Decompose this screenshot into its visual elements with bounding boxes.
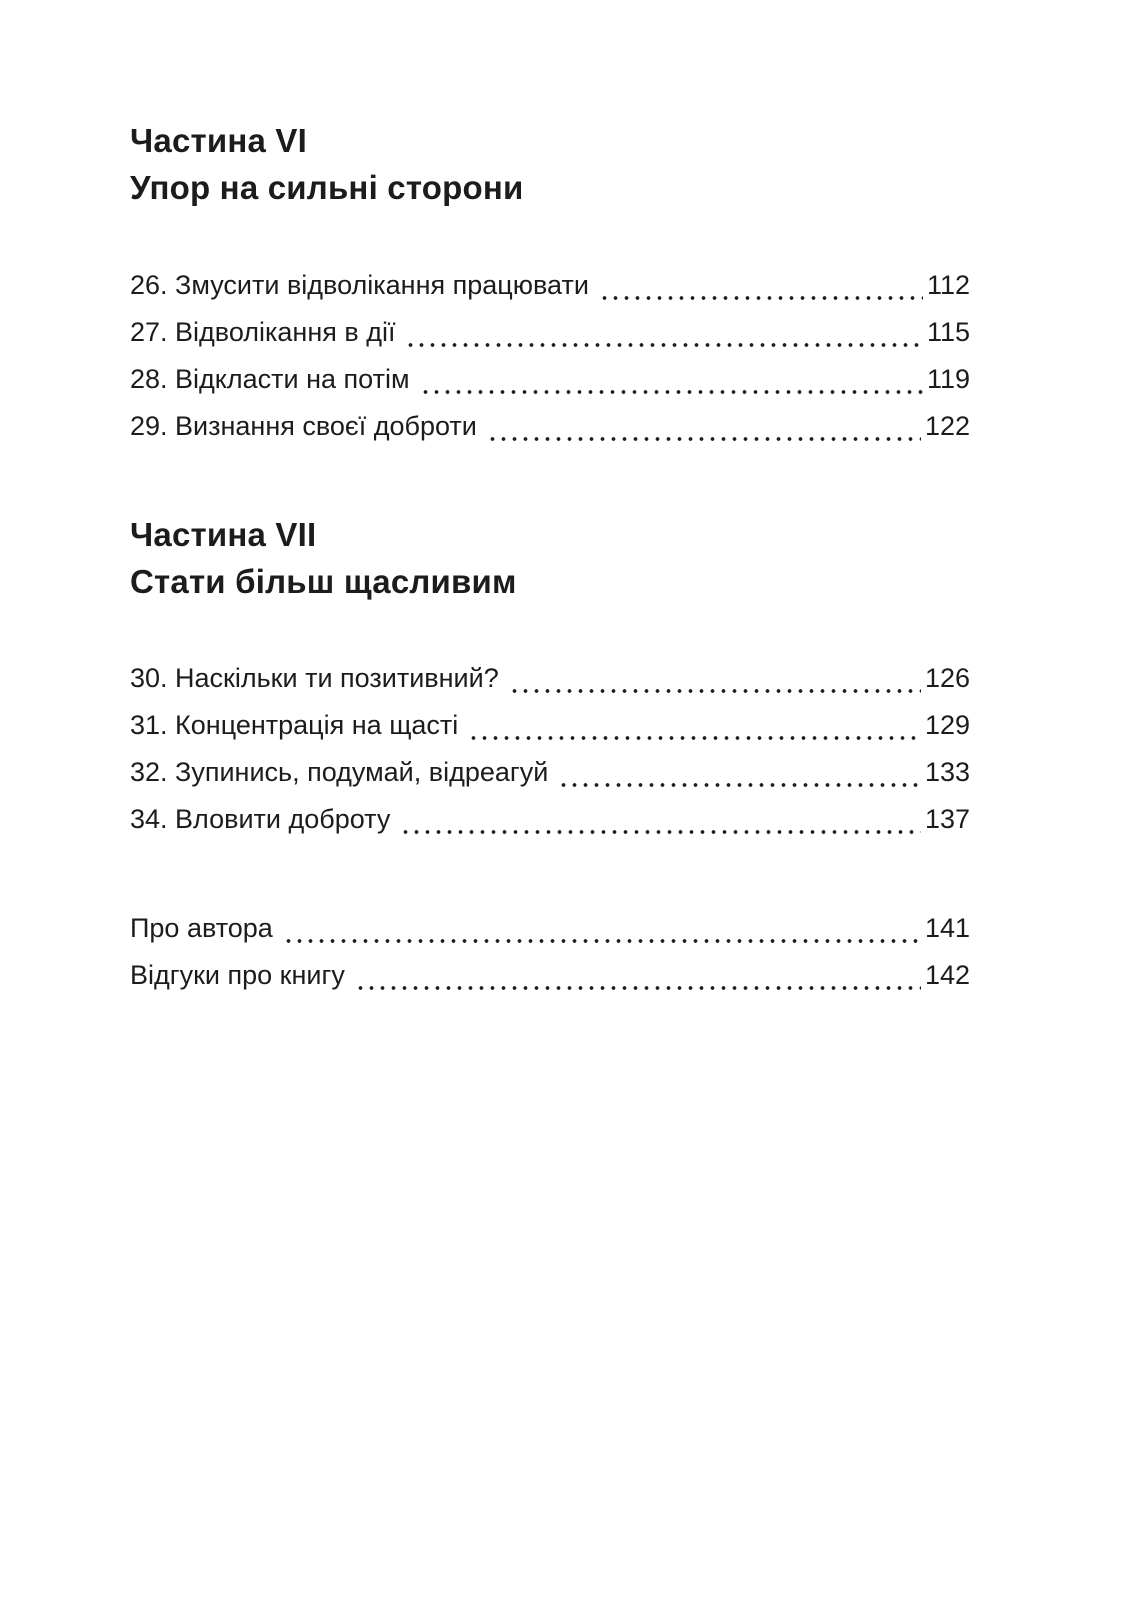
toc-entry bbox=[130, 655, 970, 702]
toc-entry bbox=[130, 702, 970, 749]
toc-leader-dots bbox=[273, 905, 925, 952]
toc-entry-page: 129 bbox=[924, 710, 970, 741]
toc-footer-list bbox=[130, 905, 970, 999]
section-heading-part-number: Частина VII bbox=[130, 515, 317, 553]
toc-entry bbox=[130, 905, 970, 952]
toc-list bbox=[130, 262, 970, 450]
toc-entry-page: 137 bbox=[924, 804, 970, 835]
toc-entry-page: 142 bbox=[924, 960, 970, 991]
toc-entry-label: 34. Вловити доброту bbox=[130, 804, 391, 835]
toc-entry-page: 122 bbox=[924, 410, 970, 441]
toc-leader-dots bbox=[477, 403, 925, 450]
toc-leader-dots bbox=[345, 952, 925, 999]
toc-entry-label: 27. Відволікання в дії bbox=[130, 316, 396, 347]
toc-leader-dots bbox=[458, 702, 925, 749]
toc-entry-label: 29. Визнання своєї доброти bbox=[130, 410, 477, 441]
toc-entry bbox=[130, 262, 970, 309]
section-heading-title: Стати більш щасливим bbox=[130, 562, 517, 600]
toc-entry-label: 26. Змусити відволікання працювати bbox=[130, 269, 589, 300]
section-heading-title: Упор на сильні сторони bbox=[130, 168, 524, 206]
section-heading bbox=[130, 512, 970, 606]
toc-entry-label: Про автора bbox=[130, 913, 273, 944]
toc-leader-dots bbox=[410, 356, 927, 403]
toc-leader-dots bbox=[499, 655, 925, 702]
toc-leader-dots bbox=[548, 749, 925, 796]
toc-entry bbox=[130, 309, 970, 356]
toc-entry bbox=[130, 952, 970, 999]
toc-entry-page: 133 bbox=[924, 757, 970, 788]
toc-entry-label: Відгуки про книгу bbox=[130, 960, 345, 991]
toc-entry bbox=[130, 749, 970, 796]
toc-entry-label: 30. Наскільки ти позитивний? bbox=[130, 663, 499, 694]
toc-list bbox=[130, 655, 970, 843]
toc-entry-page: 112 bbox=[926, 269, 970, 300]
toc-entry bbox=[130, 356, 970, 403]
toc-leader-dots bbox=[395, 309, 926, 356]
toc-entry-label: 31. Концентрація на щасті bbox=[130, 710, 459, 741]
section-heading bbox=[130, 118, 970, 212]
toc-entry bbox=[130, 796, 970, 843]
toc-entry-page: 115 bbox=[926, 316, 970, 347]
toc-leader-dots bbox=[390, 796, 925, 843]
section-heading-part-number: Частина VI bbox=[130, 122, 307, 159]
toc-entry-page: 141 bbox=[924, 913, 970, 944]
toc-leader-dots bbox=[589, 262, 927, 309]
toc-entry-page: 119 bbox=[926, 363, 970, 394]
toc-entry-label: 32. Зупинись, подумай, відреагуй bbox=[130, 757, 549, 788]
toc-entry-page: 126 bbox=[924, 663, 970, 694]
toc-entry bbox=[130, 403, 970, 450]
toc-entry-label: 28. Відкласти на потім bbox=[130, 363, 410, 394]
